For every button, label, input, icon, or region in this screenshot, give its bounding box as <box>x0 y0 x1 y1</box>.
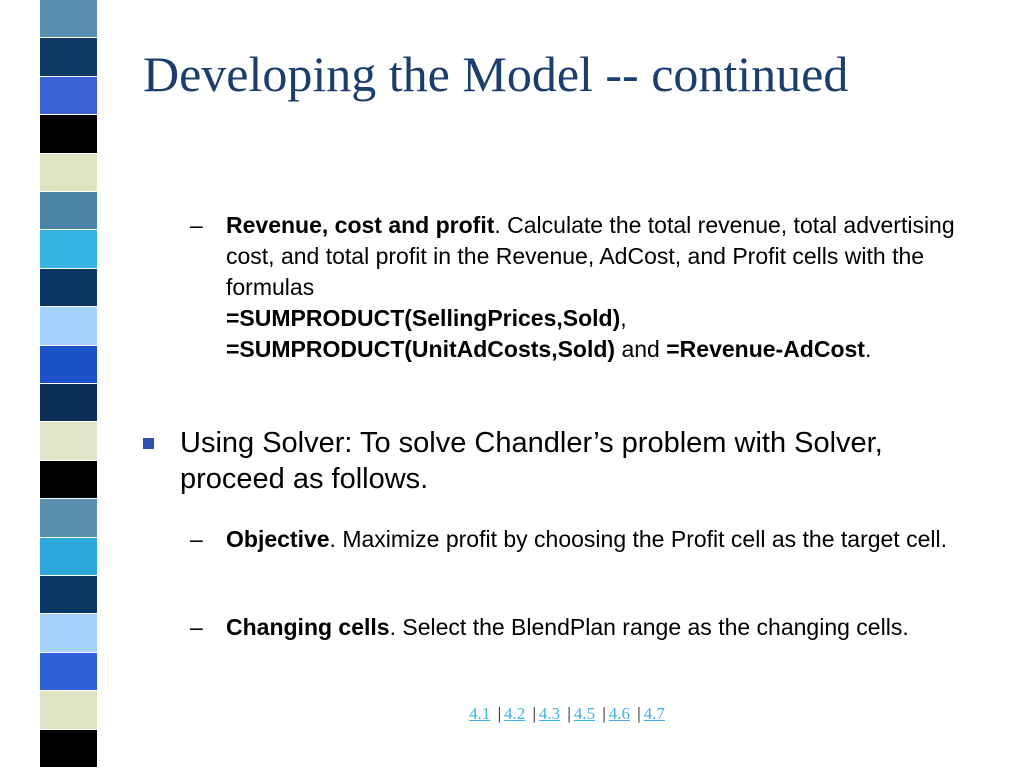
bullet-text: Using Solver: To solve Chandler’s problem with Solver, proceed as follows. <box>180 427 883 495</box>
nav-link-4-7[interactable]: 4.7 <box>643 704 665 723</box>
formula-unitadcosts: =SUMPRODUCT(UnitAdCosts,Sold) <box>226 336 616 362</box>
strip-block <box>40 614 97 652</box>
strip-block <box>40 307 97 345</box>
slide-nav <box>0 704 1024 724</box>
nav-separator: | <box>602 704 606 723</box>
strip-block <box>40 499 97 537</box>
formula-profit: =Revenue-AdCost <box>666 336 865 362</box>
nav-separator: | <box>497 704 502 723</box>
strip-block <box>40 653 97 691</box>
nav-link-4-3[interactable]: 4.3 <box>538 704 561 723</box>
strip-block <box>40 730 97 768</box>
nav-link-4-2[interactable]: 4.2 <box>504 704 526 723</box>
nav-link-4-1[interactable]: 4.1 <box>469 704 491 723</box>
strip-block <box>40 384 97 422</box>
dash-marker: – <box>190 212 203 238</box>
strip-block <box>40 422 97 460</box>
strip-block <box>40 38 97 76</box>
item-text: . Calculate the total revenue, total advertising cost, and total profit in the Revenue, AdCost, and Profit cells with the formulas <box>226 212 955 300</box>
nav-separator: | <box>532 704 536 723</box>
nav-link-4-6[interactable]: 4.6 <box>608 704 630 723</box>
bold-lead: Revenue, cost and profit <box>226 212 495 238</box>
strip-edge <box>0 0 40 768</box>
dash-item-revenue <box>190 210 990 365</box>
dash-marker: – <box>190 614 203 640</box>
bold-lead: Objective <box>226 526 330 552</box>
formula-sellingprices: =SUMPRODUCT(SellingPrices,Sold) <box>226 305 621 331</box>
dash-item-text <box>226 612 990 643</box>
item-text: . Maximize profit by choosing the Profit cell as the target cell. <box>329 526 947 552</box>
and-word: and <box>615 336 667 362</box>
dash-item-text <box>226 524 990 555</box>
strip-block <box>40 269 97 307</box>
strip-block <box>40 230 97 268</box>
strip-block <box>40 154 97 192</box>
dash-item-changing-cells <box>190 612 990 643</box>
nav-link-4-5[interactable]: 4.5 <box>573 704 596 723</box>
strip-block <box>40 77 97 115</box>
strip-block <box>40 346 97 384</box>
dash-item-text <box>226 210 990 365</box>
comma: , <box>620 305 627 331</box>
bullet-item-solver <box>143 425 963 497</box>
bold-lead: Changing cells <box>226 614 390 640</box>
strip-block <box>40 192 97 230</box>
strip-block <box>40 0 97 38</box>
dash-item-objective <box>190 524 990 555</box>
strip-block <box>40 461 97 499</box>
item-text: . Select the BlendPlan range as the changing cells. <box>389 614 909 640</box>
dash-marker: – <box>190 526 203 552</box>
strip-block <box>40 115 97 153</box>
strip-block <box>40 538 97 576</box>
page-title: Developing the Model -- continued <box>143 46 849 102</box>
nav-separator: | <box>637 704 641 723</box>
period: . <box>864 336 872 362</box>
decorative-strip <box>0 0 116 768</box>
square-bullet-icon <box>143 438 154 449</box>
strip-block <box>40 576 97 614</box>
nav-separator: | <box>567 704 571 723</box>
